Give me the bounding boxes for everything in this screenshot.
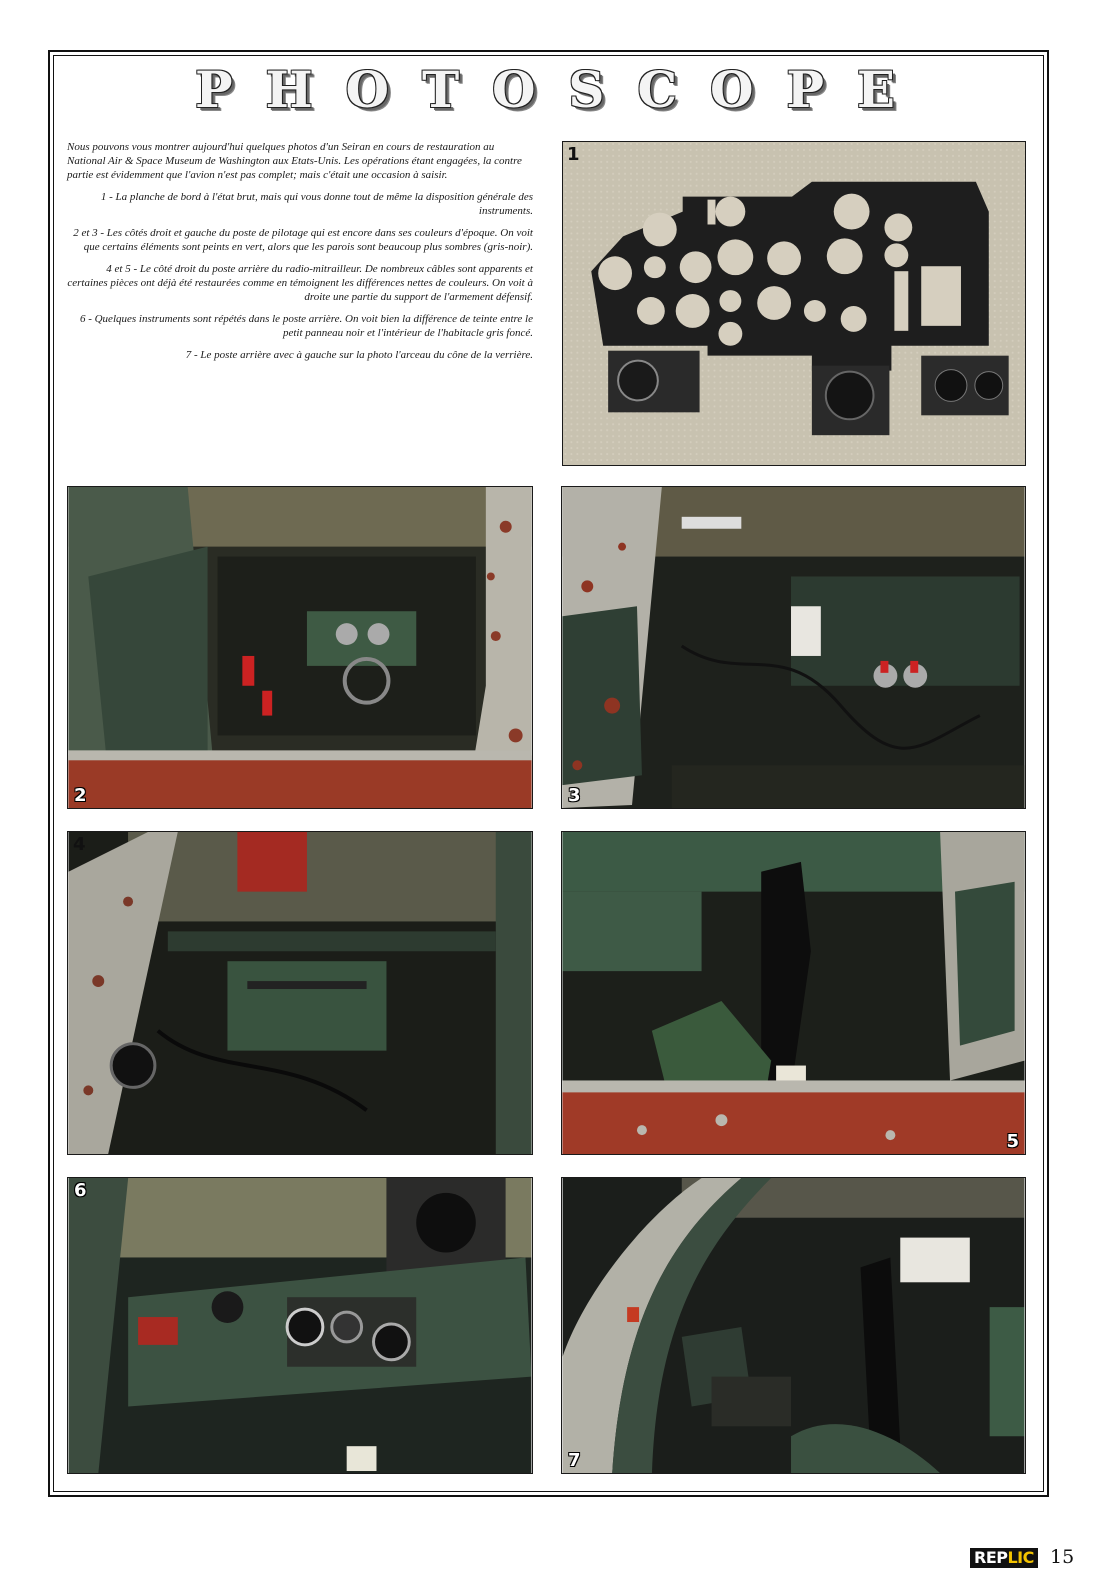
cockpit-image-6 bbox=[68, 1178, 532, 1473]
title-letter: E bbox=[856, 59, 895, 119]
cockpit-image-3 bbox=[562, 487, 1025, 808]
title-letter: H bbox=[265, 59, 313, 119]
cockpit-image-4 bbox=[68, 832, 532, 1154]
instrument-panel-image bbox=[563, 142, 1025, 465]
photo-number-5: 5 bbox=[1006, 1131, 1019, 1152]
title-letter: O bbox=[710, 59, 754, 119]
caption-7: 7 - Le poste arrière avec à gauche sur la photo l'arceau du cône de la verrière. bbox=[185, 349, 533, 361]
logo-part-lic: LIC bbox=[1007, 1548, 1034, 1567]
page-title bbox=[195, 58, 895, 120]
page-number: 15 bbox=[1050, 1546, 1075, 1568]
caption-4-5: 4 et 5 - Le côté droit du poste arrière du radio-mitrailleur. De nombreux câbles sont apparents et certaines pièces ont déjà été restaurées comme en témoignent les différences nettes de couleurs. On voit à droite une partie du support de l'armement défensif. bbox=[67, 263, 533, 303]
title-letter: O bbox=[492, 59, 536, 119]
photo-number-4: 4 bbox=[73, 834, 86, 855]
title-letter: T bbox=[421, 59, 460, 119]
cockpit-image-2 bbox=[68, 487, 532, 808]
photo-6-rear-instruments bbox=[67, 1177, 533, 1474]
caption-6: 6 - Quelques instruments sont répétés dans le poste arrière. On voit bien la différence de teinte entre le petit panneau noir et l'intérieur de l'habitacle gris foncé. bbox=[79, 313, 533, 339]
title-letter: O bbox=[345, 59, 390, 119]
photo-number-1: 1 bbox=[567, 144, 580, 165]
magazine-logo bbox=[970, 1548, 1038, 1568]
photo-number-6: 6 bbox=[74, 1180, 87, 1201]
title-letter: P bbox=[786, 59, 825, 119]
cockpit-image-7 bbox=[562, 1178, 1025, 1473]
photo-4-rear-cockpit bbox=[67, 831, 533, 1155]
caption-2-3: 2 et 3 - Les côtés droit et gauche du poste de pilotage qui est encore dans ses couleurs d'époque. On voit que certains éléments sont peints en vert, alors que les parois sont beaucoup plus sombres (gris-noir). bbox=[73, 227, 533, 253]
logo-part-rep: REP bbox=[974, 1548, 1008, 1567]
title-letter: S bbox=[568, 59, 605, 119]
photo-2-cockpit-left bbox=[67, 486, 533, 809]
photo-3-cockpit-right bbox=[561, 486, 1026, 809]
title-letter: P bbox=[195, 59, 233, 119]
title-letter: C bbox=[637, 59, 678, 119]
photo-number-2: 2 bbox=[74, 785, 87, 806]
caption-1: 1 - La planche de bord à l'état brut, mais qui vous donne tout de même la disposition générale des instruments. bbox=[100, 191, 533, 217]
photo-number-7: 7 bbox=[568, 1450, 581, 1471]
cockpit-image-5 bbox=[562, 832, 1025, 1154]
photo-7-rear-cockpit-canopy bbox=[561, 1177, 1026, 1474]
photo-number-3: 3 bbox=[568, 785, 581, 806]
photo-5-gun-mount bbox=[561, 831, 1026, 1155]
intro-paragraph: Nous pouvons vous montrer aujourd'hui quelques photos d'un Seiran en cours de restauration au National Air & Space Museum de Washington aux Etats-Unis. Les opérations étant engagées, la contre partie est évidemment que l'avion n'est pas complet; mais c'était une occasion à saisir. bbox=[67, 141, 522, 181]
photo-1-instrument-panel bbox=[562, 141, 1026, 466]
text-column bbox=[67, 140, 533, 370]
